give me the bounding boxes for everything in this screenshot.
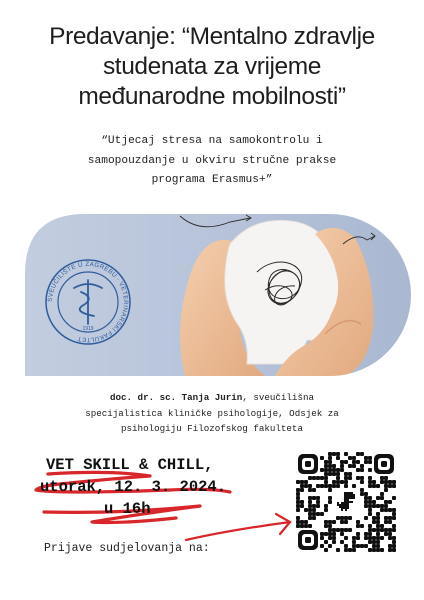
lecture-subtitle <box>30 132 394 191</box>
subtitle-line-1: “Utjecaj stresa na samokontrolu i <box>101 135 323 147</box>
event-details <box>40 454 226 520</box>
event-date: utorak, 12. 3. 2024. <box>40 478 227 496</box>
speaker-line-1 <box>20 390 404 406</box>
subtitle-line-2: samopouzdanje u okviru stručne prakse <box>87 154 337 167</box>
qr-code-icon[interactable] <box>296 452 396 552</box>
seal-year: 1919 <box>82 326 94 332</box>
speaker-line-1-rest: , sveučilišna <box>242 392 314 403</box>
speaker-line-2: specijalistica kliničke psihologije, Odsjek za <box>85 407 339 419</box>
speaker-name: doc. dr. sc. Tanja Jurin <box>109 392 243 403</box>
speaker-line-3: psihologiju Filozofskog fakulteta <box>121 423 303 434</box>
title-line-3: međunarodne mobilnosti” <box>78 83 346 110</box>
poster-title <box>0 22 424 112</box>
title-line-1: Predavanje: “Mentalno zdravlje <box>49 23 375 50</box>
event-time: u 16h <box>104 500 151 518</box>
subtitle-line-3: programa Erasmus+” <box>151 174 273 186</box>
seal-ring-text: SVEUČILIŠTE U ZAGREBU · VETERINARSKI FAKULTET <box>46 260 130 344</box>
title-line-2: studenata za vrijeme <box>102 53 322 80</box>
registration-label: Prijave sudjelovanja na: <box>44 542 210 555</box>
speaker-info <box>20 390 404 437</box>
university-seal-icon <box>44 258 132 346</box>
event-name: VET SKILL & CHILL, <box>46 456 214 474</box>
